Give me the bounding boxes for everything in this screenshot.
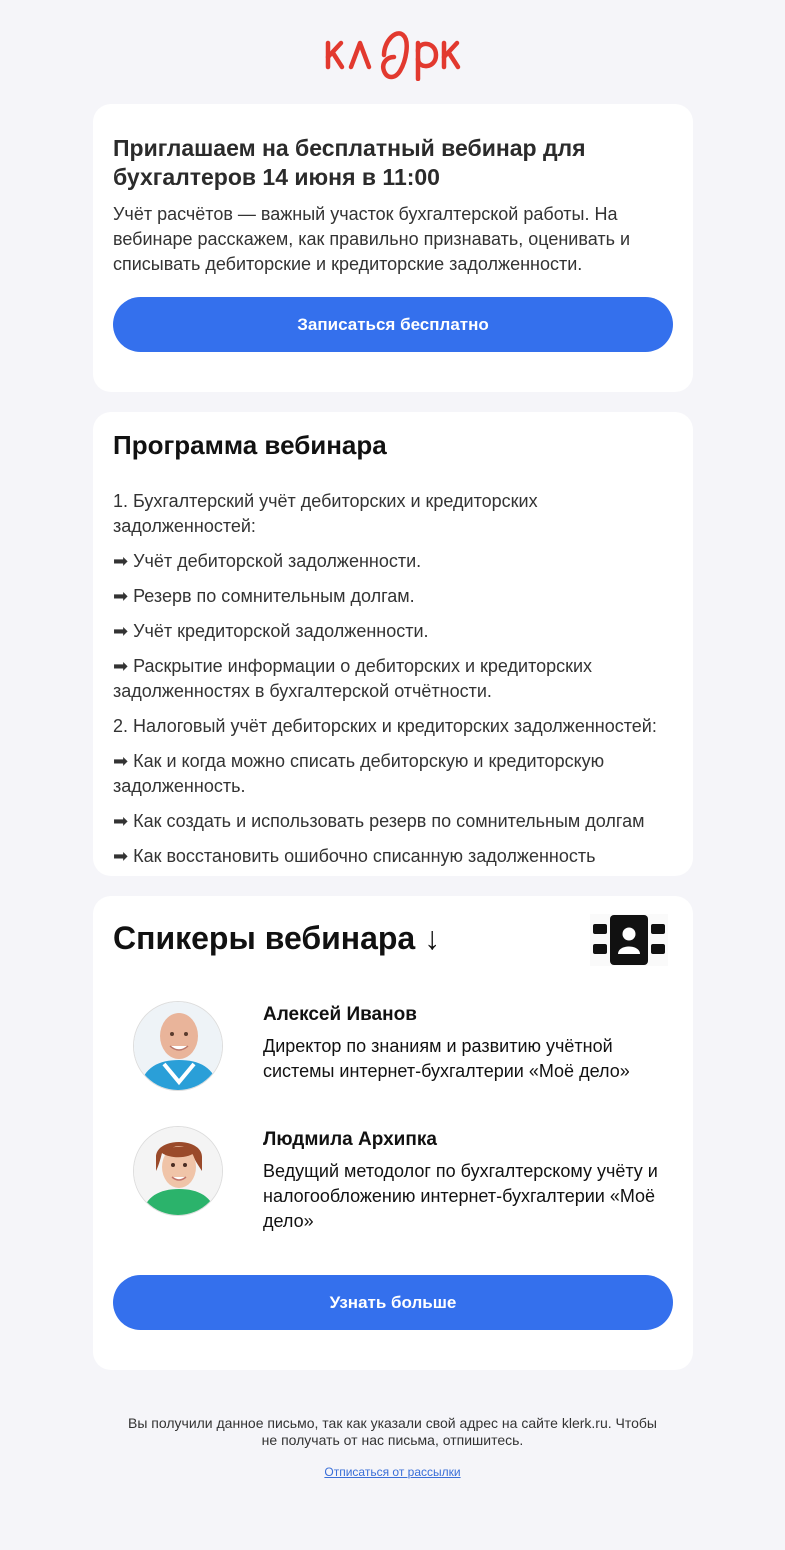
program-item: 2. Налоговый учёт дебиторских и кредиторских задолженностей: — [113, 716, 657, 736]
unsubscribe-link[interactable]: Отписаться от рассылки — [324, 1465, 461, 1479]
invite-text: Учёт расчётов — важный участок бухгалтерской работы. На вебинаре расскажем, как правильно признавать, оценивать и списывать дебиторские и кредиторские задолженности. — [113, 204, 631, 274]
speaker-description: Ведущий методолог по бухгалтерскому учёту и налогообложению интернет-бухгалтерии «Моё дело» — [263, 1161, 658, 1231]
program-item: ➡ Учёт дебиторской задолженности. — [113, 551, 422, 571]
program-item: ➡ Как восстановить ошибочно списанную задолженность — [113, 846, 596, 866]
program-item: 1. Бухгалтерский учёт дебиторских и кредиторских задолженностей: — [113, 491, 538, 536]
speaker-name: Алексей Иванов — [263, 1004, 417, 1025]
program-item: ➡ Резерв по сомнительным долгам. — [113, 586, 415, 606]
invite-card — [93, 104, 693, 392]
invite-title: Приглашаем на бесплатный вебинар для бухгалтеров 14 июня в 11:00 — [113, 135, 586, 190]
program-item: ➡ Учёт кредиторской задолженности. — [113, 621, 429, 641]
speaker-name: Людмила Архипка — [263, 1129, 437, 1150]
program-title: Программа вебинара — [113, 430, 387, 460]
footer-text: Вы получили данное письмо, так как указали свой адрес на сайте klerk.ru. Чтобы не получать от нас письма, отпишитесь. — [128, 1415, 657, 1448]
speakers-title: Спикеры вебинара ↓ — [113, 920, 441, 956]
contacts-icon — [590, 914, 668, 966]
program-card — [93, 412, 693, 876]
program-list — [113, 489, 678, 876]
speaker-avatar — [133, 1126, 223, 1216]
speakers-card — [93, 896, 693, 1370]
speaker-avatar — [133, 1001, 223, 1091]
register-button[interactable]: Записаться бесплатно — [113, 297, 673, 352]
speaker-description: Директор по знаниям и развитию учётной системы интернет-бухгалтерии «Моё дело» — [263, 1036, 630, 1081]
klerk-logo[interactable] — [324, 27, 462, 81]
program-item: ➡ Как и когда можно списать дебиторскую и кредиторскую задолженность. — [113, 751, 605, 796]
learn-more-button[interactable]: Узнать больше — [113, 1275, 673, 1330]
program-item: ➡ Как создать и использовать резерв по сомнительным долгам — [113, 811, 645, 831]
program-item: ➡ Раскрытие информации о дебиторских и кредиторских задолженностях в бухгалтерской отчётности. — [113, 656, 593, 701]
